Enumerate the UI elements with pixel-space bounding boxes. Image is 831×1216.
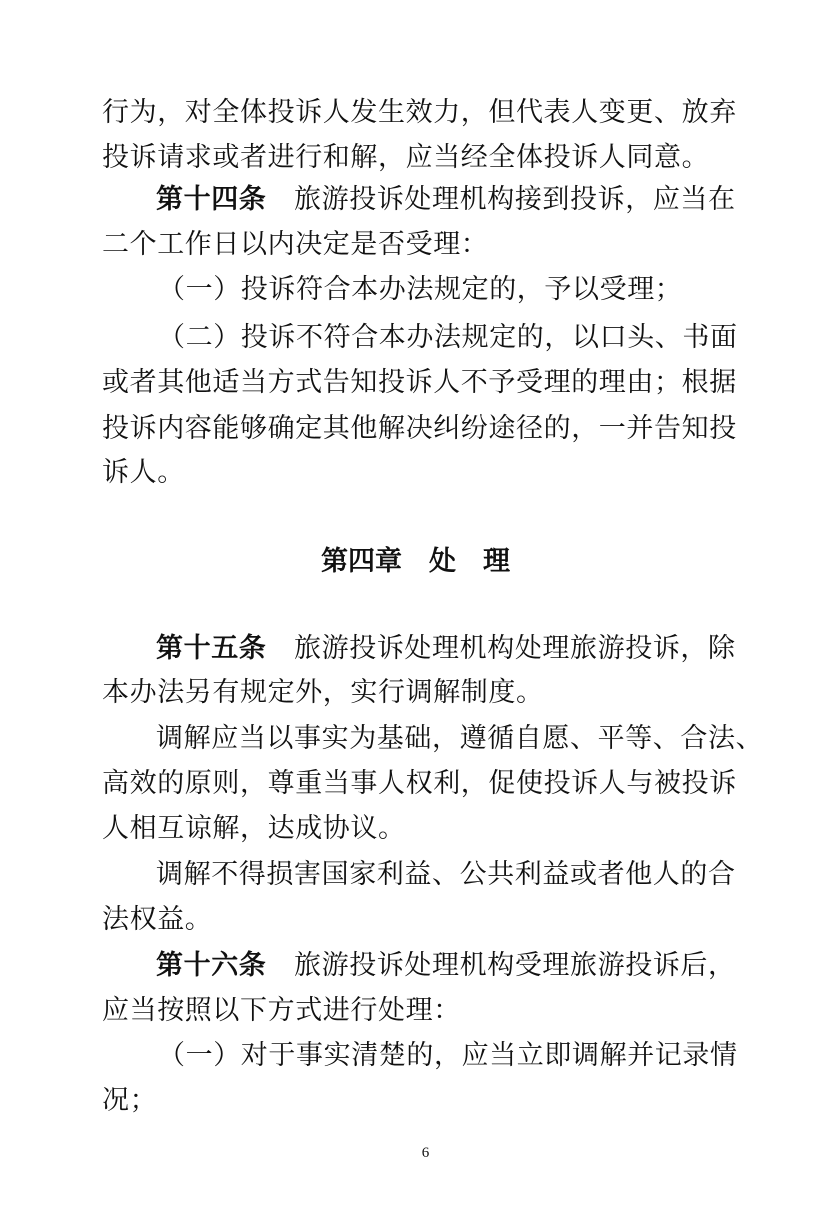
text-line: 二个工作日以内决定是否受理：: [102, 229, 489, 260]
text-line: 旅游投诉处理机构接到投诉，应当在: [294, 184, 736, 215]
text-line: 况；: [102, 1085, 158, 1116]
text-line: 应当按照以下方式进行处理：: [102, 995, 461, 1026]
text-line: 法权益。: [102, 904, 213, 935]
text-line: 调解不得损害国家利益、公共利益或者他人的合: [156, 859, 736, 890]
list-item: （一）投诉符合本办法规定的，予以受理；: [158, 274, 683, 305]
text-line: 投诉请求或者进行和解，应当经全体投诉人同意。: [102, 142, 710, 173]
article-14-label: 第十四条: [156, 184, 267, 215]
text-line: 旅游投诉处理机构处理旅游投诉，除: [294, 633, 736, 664]
chapter-heading: 第四章 处 理: [321, 546, 510, 577]
text-line: 诉人。: [102, 457, 185, 488]
article-16-label: 第十六条: [156, 950, 267, 981]
article-15-line: [156, 631, 736, 667]
article-15-label: 第十五条: [156, 633, 267, 664]
text-line: 人相互谅解，达成协议。: [102, 813, 406, 844]
list-item: （二）投诉不符合本办法规定的，以口头、书面: [158, 322, 738, 353]
text-line: 行为，对全体投诉人发生效力，但代表人变更、放弃: [102, 97, 737, 128]
article-16-line: [156, 948, 736, 984]
page-number: 6: [421, 1145, 430, 1161]
list-item: （一）对于事实清楚的，应当立即调解并记录情: [158, 1040, 738, 1071]
article-14-line: [156, 182, 736, 218]
text-line: 旅游投诉处理机构受理旅游投诉后，: [294, 950, 736, 981]
text-line: 高效的原则，尊重当事人权利，促使投诉人与被投诉: [102, 768, 737, 799]
text-line: 调解应当以事实为基础，遵循自愿、平等、合法、: [156, 723, 764, 754]
text-line: 本办法另有规定外，实行调解制度。: [102, 677, 544, 708]
text-line: 投诉内容能够确定其他解决纠纷途径的，一并告知投: [102, 413, 737, 444]
text-line: 或者其他适当方式告知投诉人不予受理的理由；根据: [102, 367, 737, 398]
